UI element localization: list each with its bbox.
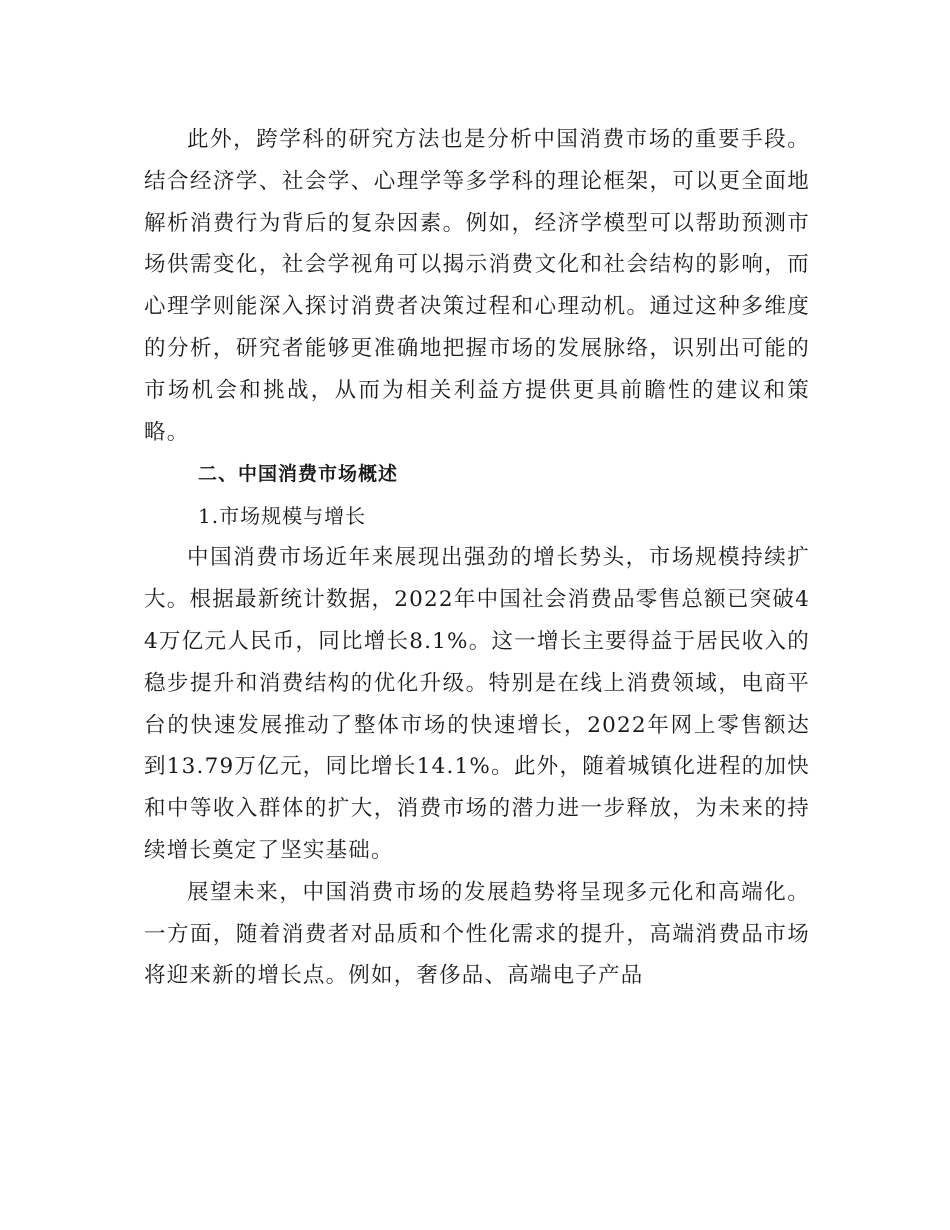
paragraph-market-scale: 中国消费市场近年来展现出强劲的增长势头，市场规模持续扩大。根据最新统计数据，2022年中国社会消费品零售总额已突破44万亿元人民币，同比增长8.1%。这一增长主要得益于居民收入的稳步提升和消费结构的优化升级。特别是在线上消费领域，电商平台的快速发展推动了整体市场的快速增长，2022年网上零售额达到13.79万亿元，同比增长14.1%。此外，随着城镇化进程的加快和中等收入群体的扩大，消费市场的潜力进一步释放，为未来的持续增长奠定了坚实基础。	[144, 545, 810, 863]
section-heading: 二、中国消费市场概述	[198, 463, 399, 486]
document-page	[144, 119, 810, 997]
paragraph-future-outlook: 展望未来，中国消费市场的发展趋势将呈现多元化和高端化。一方面，随着消费者对品质和个性化需求的提升，高端消费品市场将迎来新的增长点。例如，奢侈品、高端电子产品	[144, 879, 810, 989]
paragraph-interdisciplinary: 此外，跨学科的研究方法也是分析中国消费市场的重要手段。结合经济学、社会学、心理学等多学科的理论框架，可以更全面地解析消费行为背后的复杂因素。例如，经济学模型可以帮助预测市场供需变化，社会学视角可以揭示消费文化和社会结构的影响，而心理学则能深入探讨消费者决策过程和心理动机。通过这种多维度的分析，研究者能够更准确地把握市场的发展脉络，识别出可能的市场机会和挑战，从而为相关利益方提供更具前瞻性的建议和策略。	[144, 127, 810, 445]
subsection-heading: 1.市场规模与增长	[198, 504, 367, 529]
